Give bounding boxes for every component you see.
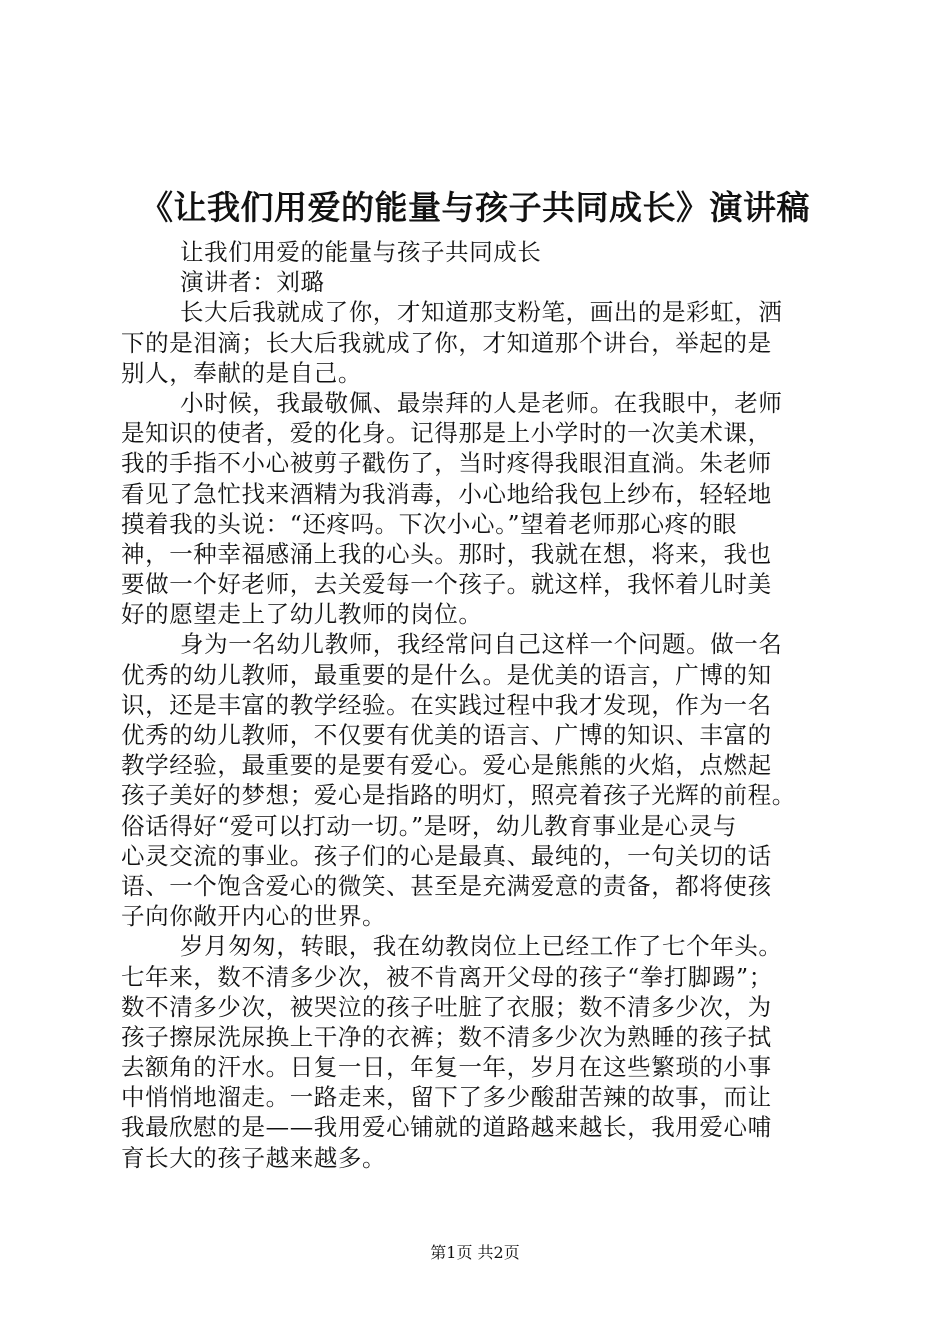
text-line: 别人，奉献的是自己。: [121, 358, 362, 387]
text-line: 演讲者：刘璐: [180, 268, 325, 297]
text-line: 看见了急忙找来酒精为我消毒，小心地给我包上纱布，轻轻地: [121, 479, 772, 508]
text-line: 下的是泪滴；长大后我就成了你，才知道那个讲台，举起的是: [121, 328, 772, 357]
text-line: 身为一名幼儿教师，我经常问自己这样一个问题。做一名: [180, 630, 783, 659]
text-line: 摸着我的头说：“还疼吗。下次小心。”望着老师那心疼的眼: [121, 509, 737, 538]
text-line: 神，一种幸福感涌上我的心头。那时，我就在想，将来，我也: [121, 539, 772, 568]
text-line: 要做一个好老师，去关爱每一个孩子。就这样，我怀着儿时美: [121, 570, 772, 599]
text-line: 数不清多少次，被哭泣的孩子吐脏了衣服；数不清多少次，为: [121, 992, 772, 1021]
text-line: 心灵交流的事业。孩子们的心是最真、最纯的，一句关切的话: [121, 841, 772, 870]
text-line: 语、一个饱含爱心的微笑、甚至是充满爱意的责备，都将使孩: [121, 871, 772, 900]
document-title: 《让我们用爱的能量与孩子共同成长》演讲稿: [140, 188, 810, 227]
text-line: 子向你敞开内心的世界。: [121, 902, 387, 931]
page-footer: 第1页 共2页: [430, 1243, 520, 1262]
text-line: 优秀的幼儿教师，不仅要有优美的语言、广博的知识、丰富的: [121, 721, 772, 749]
text-line: 是知识的使者，爱的化身。记得那是上小学时的一次美术课，: [121, 419, 772, 448]
text-line: 孩子擦尿洗尿换上干净的衣裤；数不清多少次为熟睡的孩子拭: [121, 1022, 772, 1051]
text-line: 教学经验，最重要的是要有爱心。爱心是熊熊的火焰，点燃起: [121, 751, 772, 780]
text-line: 识，还是丰富的教学经验。在实践过程中我才发现，作为一名: [121, 690, 772, 719]
text-line: 长大后我就成了你，才知道那支粉笔，画出的是彩虹，洒: [180, 298, 783, 327]
text-line: 俗话得好“爱可以打动一切。”是呀，幼儿教育事业是心灵与: [121, 811, 737, 840]
text-line: 让我们用爱的能量与孩子共同成长: [180, 238, 542, 266]
text-line: 七年来，数不清多少次，被不肯离开父母的孩子“拳打脚踢”；: [121, 962, 773, 991]
text-line: 孩子美好的梦想；爱心是指路的明灯，照亮着孩子光辉的前程。: [121, 781, 796, 810]
text-line: 小时候，我最敬佩、最崇拜的人是老师。在我眼中，老师: [180, 388, 783, 417]
text-line: 好的愿望走上了幼儿教师的岗位。: [121, 600, 483, 629]
document-body: [121, 237, 833, 1173]
text-line: 中悄悄地溜走。一路走来，留下了多少酸甜苦辣的故事，而让: [121, 1083, 772, 1112]
text-line: 我的手指不小心被剪子戳伤了，当时疼得我眼泪直淌。朱老师: [121, 449, 772, 478]
text-line: 去额角的汗水。日复一日，年复一年，岁月在这些繁琐的小事: [121, 1053, 772, 1082]
text-line: 育长大的孩子越来越多。: [121, 1143, 387, 1172]
text-line: 岁月匆匆，转眼，我在幼教岗位上已经工作了七个年头。: [180, 932, 783, 961]
text-line: 我最欣慰的是——我用爱心铺就的道路越来越长，我用爱心哺: [121, 1113, 772, 1142]
text-line: 优秀的幼儿教师，最重要的是什么。是优美的语言，广博的知: [121, 660, 772, 689]
